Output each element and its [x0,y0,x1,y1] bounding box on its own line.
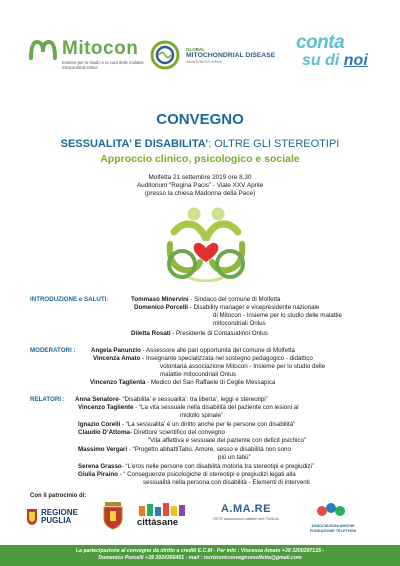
event-info [0,174,400,199]
moderators-label: MODERATORI : [30,347,76,354]
cittasane-logo: cittàsane [137,517,179,528]
regione-puglia-logo: REGIONE PUGLIA [41,508,78,525]
speaker-row: più un tabù” [218,454,251,461]
moderator-row: volontaria associazione Mitocon - Insieme per lo studio delle [160,363,326,370]
intro-row: Domenico Porcelli - Disability manager e vicepresidente nazionale [134,304,320,311]
event-venue: Auditorium “Regina Pacis” - Viale XXV Aprile [136,182,264,190]
event-date: Molfetta 21 settembre 2019 ore 8.30 [148,174,252,181]
regione-puglia-shield-icon [26,508,38,526]
sponsors-row [26,500,386,538]
mitocon-name: Mitocon [62,38,139,59]
amare-logo: A.MA.RE RETE associazioni malattie rare PUGLIA [213,503,279,521]
footer-line2: Domenico Porcelli +39 3924366451 - mail : iscrizioniconvegnomolfetta@gmail.com [98,555,302,561]
speaker-row: Ignazio Corelli - “La sessualita’ è un diritto anche per le persone con disabilità” [78,421,296,428]
intro-label: INTRODUZIONE e SALUTI: [30,296,109,303]
header-logos [0,0,400,90]
mitocon-tagline: Insieme per lo studio e la cura delle malattie mitocondriali Onlus [62,60,144,71]
associazioni-amiche-icon [313,500,349,522]
gmdaw-line1: GLOBAL [186,47,205,52]
su-di-noi-line: su di noi [302,52,368,69]
cittasane-houses-icon [137,502,193,516]
event-venue-note: (presso la chiesa Madonna della Pace) [144,190,256,198]
gmdaw-line2: MITOCHONDRIAL DISEASE [186,52,276,59]
speaker-row: Vincenzo Tagliente - “La vita sessuale nella disabilità del paziente con lesioni al [78,404,299,411]
associazioni-amiche-logo: ASSOCIAZIONI AMICHE FONDAZIONE TELETHON [309,524,357,533]
speaker-row: “Vita affettiva e sessuale del paziente con deficit psichico” [148,437,306,444]
speaker-row: midollo spinale” [180,412,223,419]
moderator-row: Vincenza Amato - Insegnante specializzata nel sostegno pedagogico - didattico [93,355,313,362]
contasudinoi-logo [296,32,376,76]
intro-row: di Mitocon - Insieme per lo studio delle malattie [213,312,342,319]
intro-row: Tommaso Minervini - Sindaco del comune di Molfetta [131,296,281,303]
intro-row: mitocondriali Onlus [213,320,266,327]
event-kind: CONVEGNO [156,111,244,128]
moderator-row: malattie mitocondriali Onlus [160,371,236,378]
speakers-label: RELATORI : [30,396,65,403]
moderator-row: Angela Panunzio - Assessore alle pari opportunità del comune di Molfetta [91,347,295,354]
speaker-row: Giulia Piraino - “ Conseguenze psicologiche di stereotipi e pregiudizi legati alla [78,471,296,478]
speaker-row: Anna Senatore- “Disabilita’ e sessualita’: tra liberta’, leggi e stereotipi” [75,396,268,403]
event-title: SESSUALITA’ E DISABILITA’: OLTRE GLI STEREOTIPI [60,138,340,150]
speaker-row: Massimo Vergari - “Progetto abbattiTabù. Amore, sesso e disabilità non sono [78,446,291,453]
mitochondria-ring-icon [150,40,180,70]
speaker-row: sessualità nella persona con disabilità - Elementi di interventi [143,479,310,486]
moderator-row: Vincenzo Taglienta - Medico del San Raffaele di Ceglie Messapica [90,379,276,386]
speaker-row: Claudio D’Attoma- Direttore scientifico del convegno [78,429,225,436]
sponsors-label: Con il patrocinio di: [30,493,87,499]
footer-contact [0,545,400,566]
mitocon-mark-icon [28,38,58,60]
molfetta-crest-icon [102,502,124,530]
gmdaw-logo [148,40,283,70]
footer-line1: La partecipazione al convegno dà diritto a crediti E.C.M - Per info : Vincenza Amato +39 3200297135 - [75,548,325,554]
speaker-row: Serena Grasso- “L’eros nelle persone con disabilità motoria tra stereotipi e pregiudizi” [78,463,314,470]
intro-row: Diletta Rosati - Presidente di Contasudinoi Onlus [131,330,268,337]
wheelchair-couple-heart-illustration [160,204,252,282]
event-subtitle: Approccio clinico, psicologico e sociale [100,153,300,165]
conta-word: conta [296,32,345,53]
gmdaw-line3: AWARENESS WEEK [186,60,223,64]
